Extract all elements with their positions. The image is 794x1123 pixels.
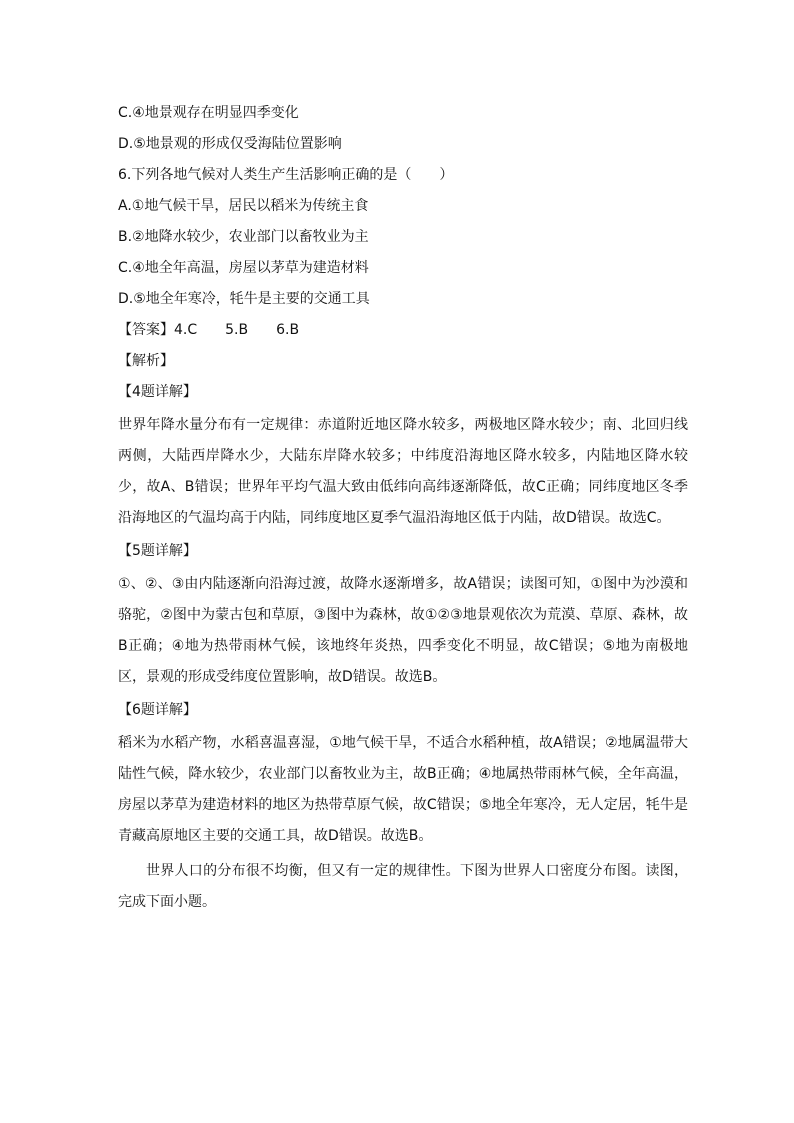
- detail-5-title: 【5题详解】: [118, 543, 197, 559]
- option-6d: D.⑤地全年寒冷，牦牛是主要的交通工具: [118, 291, 370, 307]
- detail-6-title: 【6题详解】: [118, 702, 197, 718]
- detail-4-text: 世界年降水量分布有一定规律：赤道附近地区降水较多，两极地区降水较少；南、北回归线两侧，大陆西岸降水少，大陆东岸降水较多；中纬度沿海地区降水较多，内陆地区降水较少，故A、B错误；世界年平均气温大致由低纬向高纬逐渐降低，故C正确；同纬度地区冬季沿海地区的气温均高于内陆，同纬度地区夏季气温沿海地区低于内陆，故D错误。故选C。: [118, 417, 688, 526]
- detail-4-title: 【4题详解】: [118, 384, 197, 400]
- document-page: [118, 100, 688, 922]
- option-5c: C.④地景观存在明显四季变化: [118, 105, 299, 121]
- option-5d: D.⑤地景观的形成仅受海陆位置影响: [118, 136, 342, 152]
- question-6-stem: 6.下列各地气候对人类生产生活影响正确的是（ ）: [118, 167, 454, 183]
- detail-6-text: 稻米为水稻产物，水稻喜温喜湿，①地气候干旱，不适合水稻种植，故A错误；②地属温带大陆性气候，降水较少，农业部门以畜牧业为主，故B正确；④地属热带雨林气候，全年高温，房屋以茅草为建造材料的地区为热带草原气候，故C错误；⑤地全年寒冷，无人定居，牦牛是青藏高原地区主要的交通工具，故D错误。故选B。: [118, 735, 688, 844]
- option-6c: C.④地全年高温，房屋以茅草为建造材料: [118, 260, 369, 276]
- detail-5-text: ①、②、③由内陆逐渐向沿海过渡，故降水逐渐增多，故A错误；读图可知，①图中为沙漠和骆驼，②图中为蒙古包和草原，③图中为森林，故①②③地景观依次为荒漠、草原、森林，故B正确；④地为热带雨林气候，该地终年炎热，四季变化不明显，故C错误；⑤地为南极地区，景观的形成受纬度位置影响，故D错误。故选B。: [118, 576, 688, 685]
- answer-line: 【答案】4.C 5.B 6.B: [118, 322, 300, 338]
- option-6a: A.①地气候干旱，居民以稻米为传统主食: [118, 198, 369, 214]
- option-6b: B.②地降水较少，农业部门以畜牧业为主: [118, 229, 369, 245]
- analysis-label: 【解析】: [118, 353, 174, 369]
- next-section-intro: 世界人口的分布很不均衡，但又有一定的规律性。下图为世界人口密度分布图。读图，完成下面小题。: [118, 863, 688, 910]
